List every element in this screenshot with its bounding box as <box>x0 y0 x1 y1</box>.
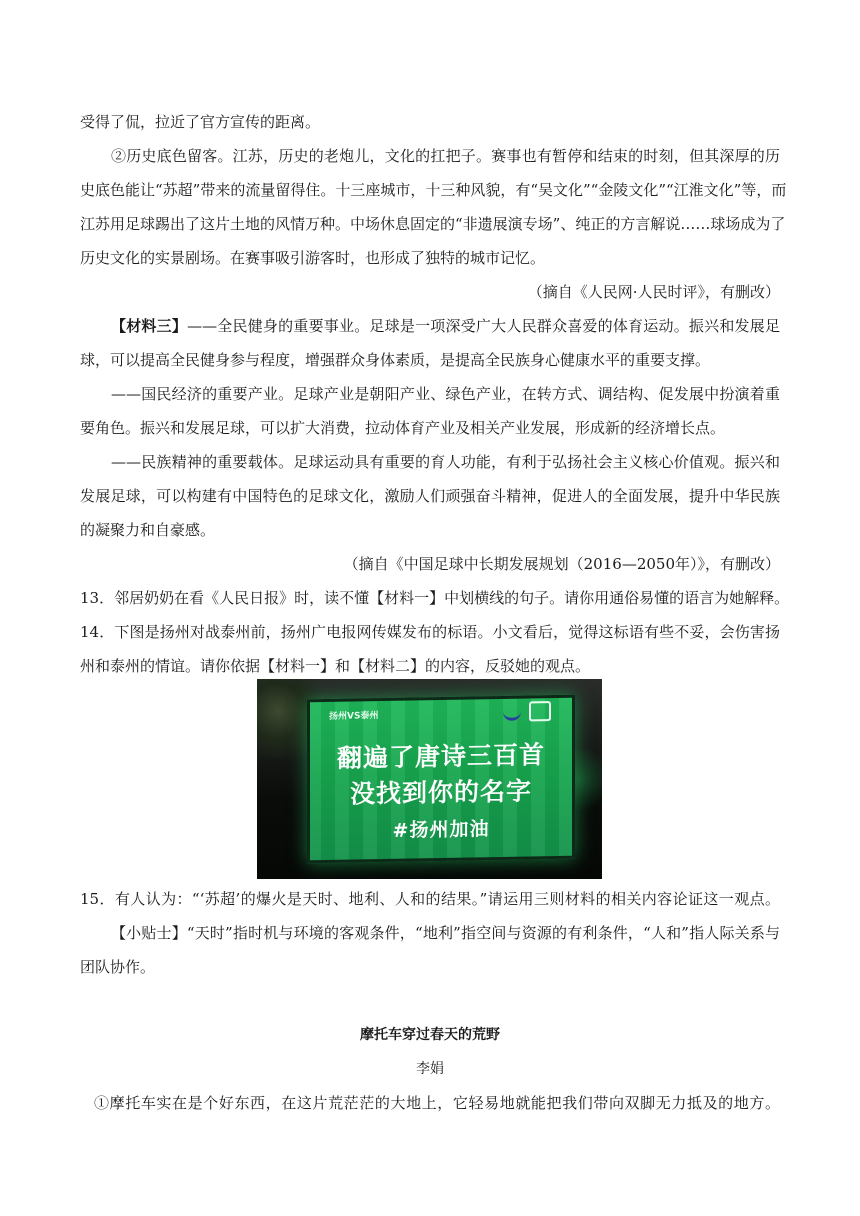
slogan-hashtag: #扬州加油 <box>392 818 490 842</box>
led-screen <box>307 695 575 864</box>
club-logo-icon <box>529 701 551 721</box>
paragraph-line: ②历史底色留客。江苏，历史的老炮儿，文化的扛把子。赛事也有暂停和结束的时刻，但其深厚的历 <box>111 147 780 165</box>
question-14: 14．下图是扬州对战泰州前，扬州广电报网传媒发布的标语。小文看后，觉得这标语有些不妥，会伤害扬 <box>80 623 780 641</box>
paragraph-line: 受得了侃，拉近了官方宣传的距离。 <box>80 113 321 131</box>
paragraph-line: ——国民经济的重要产业。足球产业是朝阳产业、绿色产业，在转方式、调结构、促发展中扮演着重 <box>111 385 780 403</box>
paragraph-text: ——全民健身的重要事业。足球是一项深受广大人民群众喜爱的体育运动。振兴和发展足 <box>187 317 780 335</box>
question-13: 13．邻居奶奶在看《人民日报》时，读不懂【材料一】中划横线的句子。请你用通俗易懂的语言为她解释。 <box>80 589 790 607</box>
paragraph-line: 江苏用足球踢出了这片土地的风情万种。中场休息固定的“非遗展演专场”、纯正的方言解说……球场成为了 <box>80 215 786 233</box>
source-citation: （摘自《人民网·人民时评》，有删改） <box>527 283 780 301</box>
tip-line: 【小贴士】“天时”指时机与环境的客观条件，“地利”指空间与资源的有利条件，“人和”指人际关系与 <box>111 924 780 942</box>
material-three-line <box>111 316 780 336</box>
paragraph-line: ——民族精神的重要载体。足球运动具有重要的育人功能，有利于弘扬社会主义核心价值观。振兴和 <box>111 453 780 471</box>
paragraph-line: 的凝聚力和自豪感。 <box>80 521 216 539</box>
question-15: 15．有人认为：“‘苏超’的爆火是天时、地利、人和的结果。”请运用三则材料的相关内容论证这一观点。 <box>80 890 780 908</box>
paragraph-line: 要角色。振兴和发展足球，可以扩大消费，拉动体育产业及相关产业发展，形成新的经济增长点。 <box>80 419 726 437</box>
essay-author: 李娟 <box>416 1061 444 1077</box>
tip-line: 团队协作。 <box>80 958 156 976</box>
slogan-line-1: 翻遍了唐诗三百首 <box>336 740 545 773</box>
paragraph-line: 球，可以提高全民健身参与程度，增强群众身体素质，是提高全民族身心健康水平的重要支撑。 <box>80 351 711 369</box>
paragraph-line: 史底色能让“苏超”带来的流量留得住。十三座城市，十三种风貌，有“吴文化”“金陵文化”“江淮文化”等，而 <box>80 181 787 199</box>
essay-paragraph: ①摩托车实在是个好东西，在这片荒茫茫的大地上，它轻易地就能把我们带向双脚无力抵及的地方。 <box>94 1094 780 1112</box>
slogan-line-2: 没找到你的名字 <box>349 776 532 809</box>
essay-title: 摩托车穿过春天的荒野 <box>360 1027 500 1043</box>
source-citation: （摘自《中国足球中长期发展规划（2016—2050年）》，有删改） <box>343 555 780 573</box>
billboard-photo <box>257 679 602 879</box>
material-three-label: 【材料三】 <box>111 317 188 335</box>
question-14-cont: 州和泰州的情谊。请你依据【材料一】和【材料二】的内容，反驳她的观点。 <box>80 657 591 675</box>
paragraph-line: 历史文化的实景剧场。在赛事吸引游客时，也形成了独特的城市记忆。 <box>80 249 546 267</box>
screen-header: 扬州VS泰州 <box>329 711 379 722</box>
paragraph-line: 发展足球，可以构建有中国特色的足球文化，激励人们顽强奋斗精神，促进人的全面发展，提升中华民族 <box>80 487 780 505</box>
